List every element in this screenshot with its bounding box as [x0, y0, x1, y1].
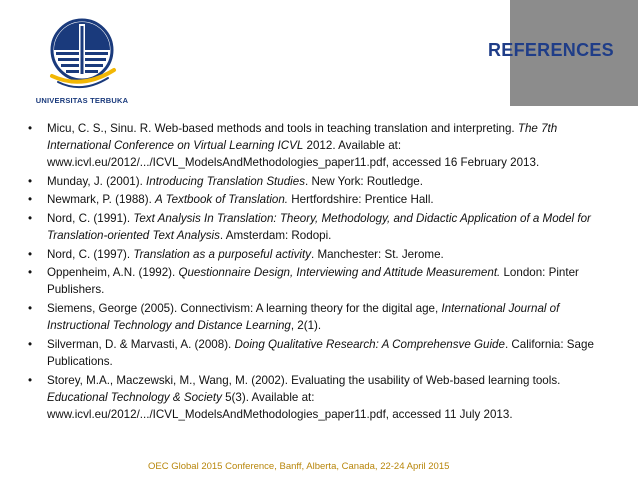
university-logo [34, 10, 130, 108]
bullet-icon: • [28, 266, 33, 280]
reference-item [24, 336, 622, 370]
reference-item [24, 372, 622, 423]
reference-title: The 7th International Conference on Virtual Learning ICVL [47, 122, 558, 152]
bullet-icon: • [28, 247, 33, 261]
bullet-icon: • [28, 337, 33, 351]
reference-title: Questionnaire Design, Interviewing and Attitude Measurement. [178, 266, 501, 280]
ut-emblem-icon [34, 10, 130, 96]
reference-text: Munday, J. (2001). [47, 174, 147, 188]
reference-title: A Textbook of Translation. [155, 193, 289, 207]
reference-item [24, 246, 622, 263]
reference-text: Newmark, P. (1988). [47, 193, 156, 207]
reference-title: Translation as a purposeful activity [133, 247, 311, 261]
reference-item [24, 173, 622, 190]
reference-title: Doing Qualitative Research: A Comprehensve Guide [234, 337, 505, 351]
reference-title: Educational Technology & Society [47, 390, 222, 404]
reference-text: Silverman, D. & Marvasti, A. (2008). [47, 337, 235, 351]
reference-item [24, 264, 622, 298]
page-title: REFERENCES [487, 40, 614, 60]
reference-text: 5(3). Available at: www.icvl.eu/2012/.../ICVL_ModelsAndMethodologies_paper11.pdf, accessed 11 July 2013. [47, 390, 513, 421]
reference-text: . California: Sage Publications. [47, 337, 594, 368]
reference-item [24, 300, 622, 334]
bullet-icon: • [28, 174, 33, 188]
reference-text: Micu, C. S., Sinu. R. Web-based methods and tools in teaching translation and interpreting. [47, 122, 518, 135]
reference-text: Hertfordshire: Prentice Hall. [288, 193, 434, 207]
reference-text: . New York: Routledge. [305, 174, 423, 188]
reference-text: Nord, C. (1991). [47, 212, 134, 226]
reference-list [24, 120, 622, 424]
reference-item [24, 191, 622, 208]
bullet-icon: • [28, 212, 33, 226]
bullet-icon: • [28, 373, 33, 387]
reference-item [24, 120, 622, 171]
reference-title: Introducing Translation Studies [146, 174, 305, 188]
reference-text: . Manchester: St. Jerome. [311, 247, 444, 261]
reference-text: Nord, C. (1997). [47, 247, 134, 261]
bullet-icon: • [28, 302, 33, 316]
footer-text: OEC Global 2015 Conference, Banff, Alberta, Canada, 22-24 April 2015 [148, 461, 450, 472]
reference-text: Oppenheim, A.N. (1992). [47, 266, 179, 280]
bullet-icon: • [28, 193, 33, 207]
reference-text: 2012. Available at: www.icvl.eu/2012/.../ICVL_ModelsAndMethodologies_paper11.pdf, accessed 16 February 2013. [47, 139, 540, 169]
reference-text: London: Pinter Publishers. [47, 266, 579, 297]
reference-title: International Journal of Instructional Technology and Distance Learning [47, 302, 560, 333]
logo-text: UNIVERSITAS TERBUKA [35, 96, 129, 105]
reference-text: Siemens, George (2005). Connectivism: A learning theory for the digital age, [47, 302, 442, 316]
bullet-icon: • [28, 122, 33, 135]
reference-text: Storey, M.A., Maczewski, M., Wang, M. (2002). Evaluating the usability of Web-based learning tools. [47, 373, 561, 387]
reference-text: , 2(1). [290, 319, 322, 333]
reference-item [24, 210, 622, 244]
reference-title: Text Analysis In Translation: Theory, Methodology, and Didactic Application of a Model for Translation-oriented Text Analysis [47, 212, 591, 243]
reference-text: . Amsterdam: Rodopi. [219, 229, 332, 243]
